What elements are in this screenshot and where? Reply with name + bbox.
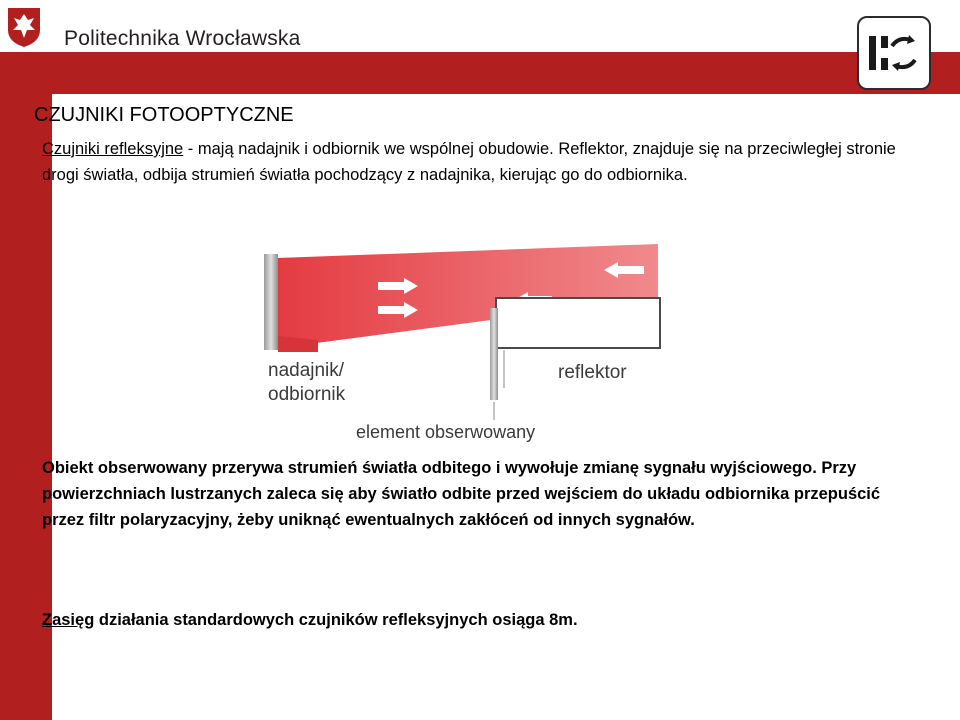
faculty-logo-icon — [859, 18, 929, 88]
reflective-sensor-diagram — [258, 240, 678, 452]
label-transmitter-line2: odbiornik — [268, 384, 346, 405]
range-paragraph — [42, 609, 922, 631]
label-observed-object: element obserwowany — [356, 422, 536, 442]
observed-object-plate — [490, 308, 498, 400]
faculty-logo — [857, 16, 931, 90]
range-term: Zasięg — [42, 611, 95, 629]
label-transmitter-line1: nadajnik/ — [268, 360, 345, 381]
reflector-box — [496, 298, 660, 348]
university-name: Politechnika Wrocławska — [64, 27, 301, 50]
top-red-band — [52, 52, 960, 94]
intro-term: Czujniki refleksyjne — [42, 140, 184, 158]
university-crest-icon — [6, 6, 42, 48]
intro-text: - mają nadajnik i odbiornik we wspólnej obudowie. Reflektor, znajduje się na przeciwległej stronie drogi światła, odbija strumień światła pochodzący z nadajnika, kierując go do odbiornika. — [42, 140, 896, 184]
label-reflector: reflektor — [558, 362, 627, 383]
header-bar — [0, 0, 960, 52]
sensor-housing — [264, 254, 278, 350]
slide-title: CZUJNIKI FOTOOPTYCZNE — [34, 104, 294, 126]
object-interrupt-paragraph: Obiekt obserwowany przerywa strumień światła odbitego i wywołuje zmianę sygnału wyjściowego. Przy powierzchniach lustrzanych zaleca się aby światło odbite przed wejściem do układu odbiornika przepuścić przez filtr polaryzacyjny, żeby uniknąć ewentualnych zakłóceń od innych sygnałów. — [42, 459, 881, 529]
range-text: działania standardowych czujników refleksyjnych osiąga 8m. — [94, 611, 578, 629]
intro-paragraph — [42, 136, 922, 188]
